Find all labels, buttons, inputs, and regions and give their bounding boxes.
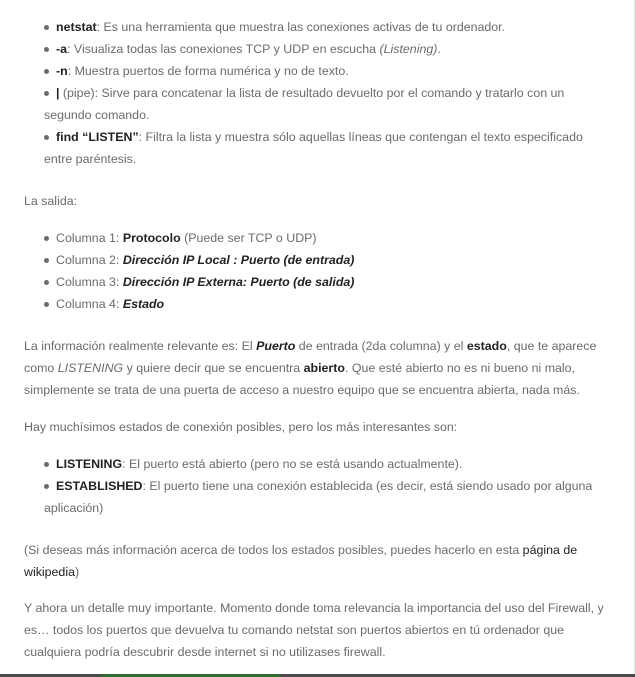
list-item [24, 453, 614, 475]
text-span: simplemente se trata de una puerta de acceso a nuestro equipo que se encuentra abierta, nada más. [24, 383, 580, 397]
column-prefix: Columna 3: [56, 275, 123, 289]
info-paragraph [24, 335, 614, 401]
list-item [24, 227, 614, 249]
text-span: y quiere decir que se encuentra [123, 361, 304, 375]
states-intro: Hay muchísimos estados de conexión posibles, pero los más interesantes son: [24, 420, 458, 434]
bullet-icon [44, 280, 49, 285]
option-desc-italic: (Listening) [379, 42, 438, 56]
column-name: Protocolo [122, 231, 181, 245]
option-term: find “LISTEN” [56, 130, 139, 144]
list-item [24, 60, 614, 82]
states-list [24, 453, 614, 519]
wikipedia-link-continued[interactable]: wikipedia [24, 565, 75, 579]
list-item [24, 249, 614, 271]
column-name: Dirección IP Externa: Puerto (de salida) [122, 275, 355, 289]
column-prefix: Columna 1: [56, 231, 123, 245]
text-span: (Si deseas más información acerca de todos los estados posibles, puedes hacerlo en esta [24, 543, 523, 557]
column-suffix: (Puede ser TCP o UDP) [180, 231, 317, 245]
emphasis-listening: LISTENING [57, 361, 124, 375]
wikipedia-link[interactable]: página de [522, 543, 578, 557]
option-desc-tail: . [437, 42, 441, 56]
bullet-icon [44, 236, 49, 241]
option-term: -a [56, 42, 68, 56]
text-span: Y ahora un detalle muy importante. Momento donde toma relevancia la importancia del uso del Firewall, y [24, 601, 604, 615]
option-term: netstat [56, 20, 97, 34]
column-prefix: Columna 4: [56, 297, 123, 311]
state-desc: : El puerto está abierto (pero no se está usando actualmente). [122, 457, 463, 471]
text-span: . Que esté abierto no es ni bueno ni malo, [344, 361, 576, 375]
text-span: de entrada (2da columna) y el [295, 339, 467, 353]
article-content [24, 16, 614, 663]
text-span: ) [74, 565, 80, 579]
option-term: -n [56, 64, 68, 78]
list-item [24, 293, 614, 315]
option-desc-continued: segundo comando. [44, 108, 150, 122]
list-item [24, 38, 614, 60]
bullet-icon [44, 258, 49, 263]
option-desc: : Muestra puertos de forma numérica y no de texto. [67, 64, 349, 78]
text-span: La información realmente relevante es: El [24, 339, 257, 353]
option-desc: : Visualiza todas las conexiones TCP y UDP en escucha [67, 42, 380, 56]
bullet-icon [44, 25, 49, 30]
emphasis-puerto: Puerto [256, 339, 296, 353]
emphasis-abierto: abierto [303, 361, 345, 375]
options-list [24, 16, 614, 170]
bullet-icon [44, 91, 49, 96]
columns-list [24, 227, 614, 315]
option-desc-continued: entre paréntesis. [44, 152, 137, 166]
state-desc: : El puerto tiene una conexión establecida (es decir, está siendo usado por alguna [142, 479, 593, 493]
column-prefix: Columna 2: [56, 253, 123, 267]
column-name: Dirección IP Local : Puerto (de entrada) [122, 253, 355, 267]
option-term: | [56, 86, 60, 100]
list-item [24, 16, 614, 38]
list-item [24, 271, 614, 293]
list-item [24, 126, 614, 170]
firewall-paragraph [24, 597, 614, 663]
bullet-icon [44, 484, 49, 489]
text-span: cualquiera podría descubrir desde internet si no utilizases firewall. [24, 645, 386, 659]
state-term: LISTENING [56, 457, 123, 471]
emphasis-estado: estado [466, 339, 507, 353]
option-desc: (pipe): Sirve para concatenar la lista de resultado devuelto por el comando y tratarlo con un [59, 86, 565, 100]
bullet-icon [44, 462, 49, 467]
column-name: Estado [122, 297, 165, 311]
list-item [24, 475, 614, 519]
state-desc-continued: aplicación) [44, 501, 104, 515]
state-term: ESTABLISHED [56, 479, 143, 493]
option-desc: : Filtra la lista y muestra sólo aquellas líneas que contengan el texto especificado [138, 130, 583, 144]
list-item [24, 82, 614, 126]
bullet-icon [44, 302, 49, 307]
salida-heading: La salida: [24, 194, 78, 208]
bullet-icon [44, 135, 49, 140]
text-span: como [24, 361, 58, 375]
text-span: es… todos los puertos que devuelva tu comando netstat son puertos abiertos en tú ordenador que [24, 623, 565, 637]
wiki-paragraph [24, 539, 614, 583]
bullet-icon [44, 47, 49, 52]
option-desc: : Es una herramienta que muestra las conexiones activas de tu ordenador. [96, 20, 506, 34]
text-span: , que te aparece [506, 339, 597, 353]
bullet-icon [44, 69, 49, 74]
